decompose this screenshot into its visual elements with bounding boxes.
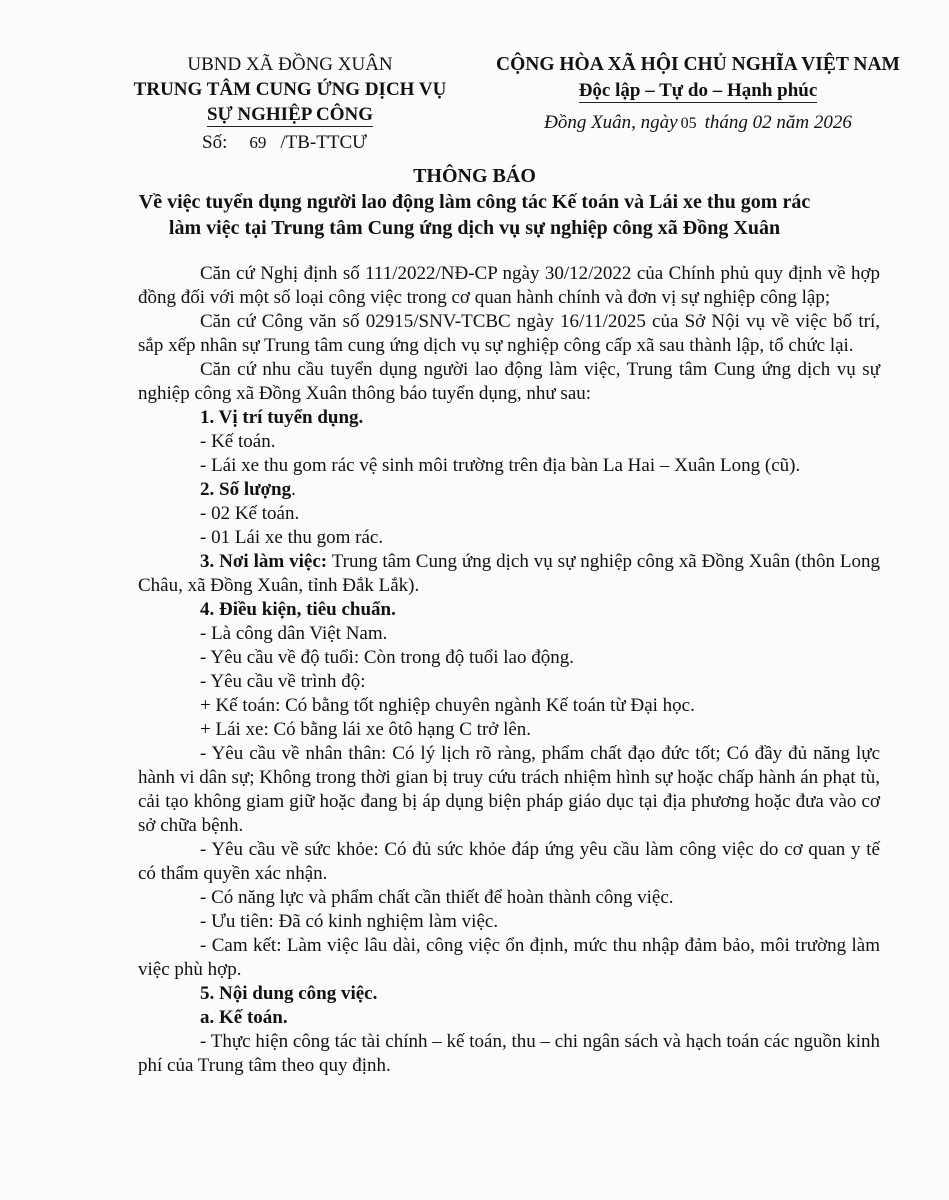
section-3-heading: 3. Nơi làm việc: [200, 551, 328, 572]
legal-basis-3: Căn cứ nhu cầu tuyển dụng người lao động làm việc, Trung tâm Cung ứng dịch vụ sự nghiệp công xã Đồng Xuân thông báo tuyển dụng, như sau: [138, 359, 880, 404]
list-item: - Yêu cầu về trình độ: [200, 671, 366, 692]
national-motto: Độc lập – Tự do – Hạnh phúc [578, 80, 818, 101]
list-item: - Cam kết: Làm việc lâu dài, công việc ổn định, mức thu nhập đảm bảo, môi trường làm việc phù hợp. [138, 935, 880, 980]
section-4-heading: 4. Điều kiện, tiêu chuẩn. [200, 599, 396, 620]
list-item: - Yêu cầu về sức khỏe: Có đủ sức khỏe đáp ứng yêu cầu làm công việc do cơ quan y tế có thẩm quyền xác nhận. [138, 839, 880, 884]
document-subject-line2: làm việc tại Trung tâm Cung ứng dịch vụ sự nghiệp công xã Đồng Xuân [168, 217, 781, 239]
list-item: - Là công dân Việt Nam. [200, 623, 388, 644]
document-title: THÔNG BÁO [413, 165, 536, 187]
list-item: - Thực hiện công tác tài chính – kế toán, thu – chi ngân sách và hạch toán các nguồn kinh phí của Trung tâm theo quy định. [138, 1031, 880, 1076]
list-item: + Lái xe: Có bằng lái xe ôtô hạng C trở lên. [200, 719, 532, 740]
list-item: + Kế toán: Có bằng tốt nghiệp chuyên ngành Kế toán từ Đại học. [200, 695, 695, 716]
section-5-heading: 5. Nội dung công việc. [200, 983, 378, 1004]
list-item: - 02 Kế toán. [200, 503, 300, 524]
document-subject-line1: Về việc tuyển dụng người lao động làm công tác Kế toán và Lái xe thu gom rác [138, 191, 811, 213]
list-item: - Kế toán. [200, 431, 276, 452]
list-item: - Ưu tiên: Đã có kinh nghiệm làm việc. [200, 911, 499, 932]
list-item: - Lái xe thu gom rác vệ sinh môi trường trên địa bàn La Hai – Xuân Long (cũ). [200, 455, 801, 476]
list-item: - Yêu cầu về độ tuổi: Còn trong độ tuổi lao động. [200, 647, 574, 668]
list-item: - Yêu cầu về nhân thân: Có lý lịch rõ ràng, phẩm chất đạo đức tốt; Có đầy đủ năng lực hành vi dân sự; Không trong thời gian bị truy cứu trách nhiệm hình sự hoặc chấp hành án phạt tù, cải tạo không giam giữ hoặc đang bị áp dụng biện pháp giáo dục tại địa phương hoặc đưa vào cơ sở chữa bệnh. [138, 743, 880, 836]
agency-parent: UBND XÃ ĐỒNG XUÂN [187, 54, 393, 75]
section-3 [138, 550, 880, 598]
document-body [138, 262, 880, 1078]
legal-basis-2: Căn cứ Công văn số 02915/SNV-TCBC ngày 16/11/2025 của Sở Nội vụ về việc bố trí, sắp xếp nhân sự Trung tâm cung ứng dịch vụ sự nghiệp công cấp xã sau thành lập, tổ chức lại. [138, 311, 880, 356]
document-date: Đồng Xuân, ngày 05 tháng 02 năm 2026 [544, 112, 852, 133]
section-5a-heading: a. Kế toán. [200, 1007, 288, 1028]
document-number: Số: 69 /TB-TTCƯ [202, 132, 367, 153]
list-item: - Có năng lực và phẩm chất cần thiết để hoàn thành công việc. [200, 887, 674, 908]
national-header [468, 52, 928, 137]
agency-name-line2: SỰ NGHIỆP CÔNG [206, 104, 374, 125]
legal-basis-1: Căn cứ Nghị định số 111/2022/NĐ-CP ngày 30/12/2022 của Chính phủ quy định về hợp đồng đối với một số loại công việc trong cơ quan hành chính và đơn vị sự nghiệp công lập; [138, 263, 880, 308]
list-item: - 01 Lái xe thu gom rác. [200, 527, 384, 548]
section-1-heading: 1. Vị trí tuyển dụng. [200, 407, 364, 428]
agency-name-line1: TRUNG TÂM CUNG ỨNG DỊCH VỤ [133, 79, 447, 100]
section-2-heading: 2. Số lượng. [200, 479, 296, 500]
agency-header [60, 52, 520, 127]
national-title: CỘNG HÒA XÃ HỘI CHỦ NGHĨA VIỆT NAM [496, 54, 900, 75]
workplace-text: Trung tâm Cung ứng dịch vụ sự nghiệp công xã Đồng Xuân (thôn Long Châu, xã Đồng Xuân, tỉnh Đắk Lắk). [138, 551, 880, 596]
